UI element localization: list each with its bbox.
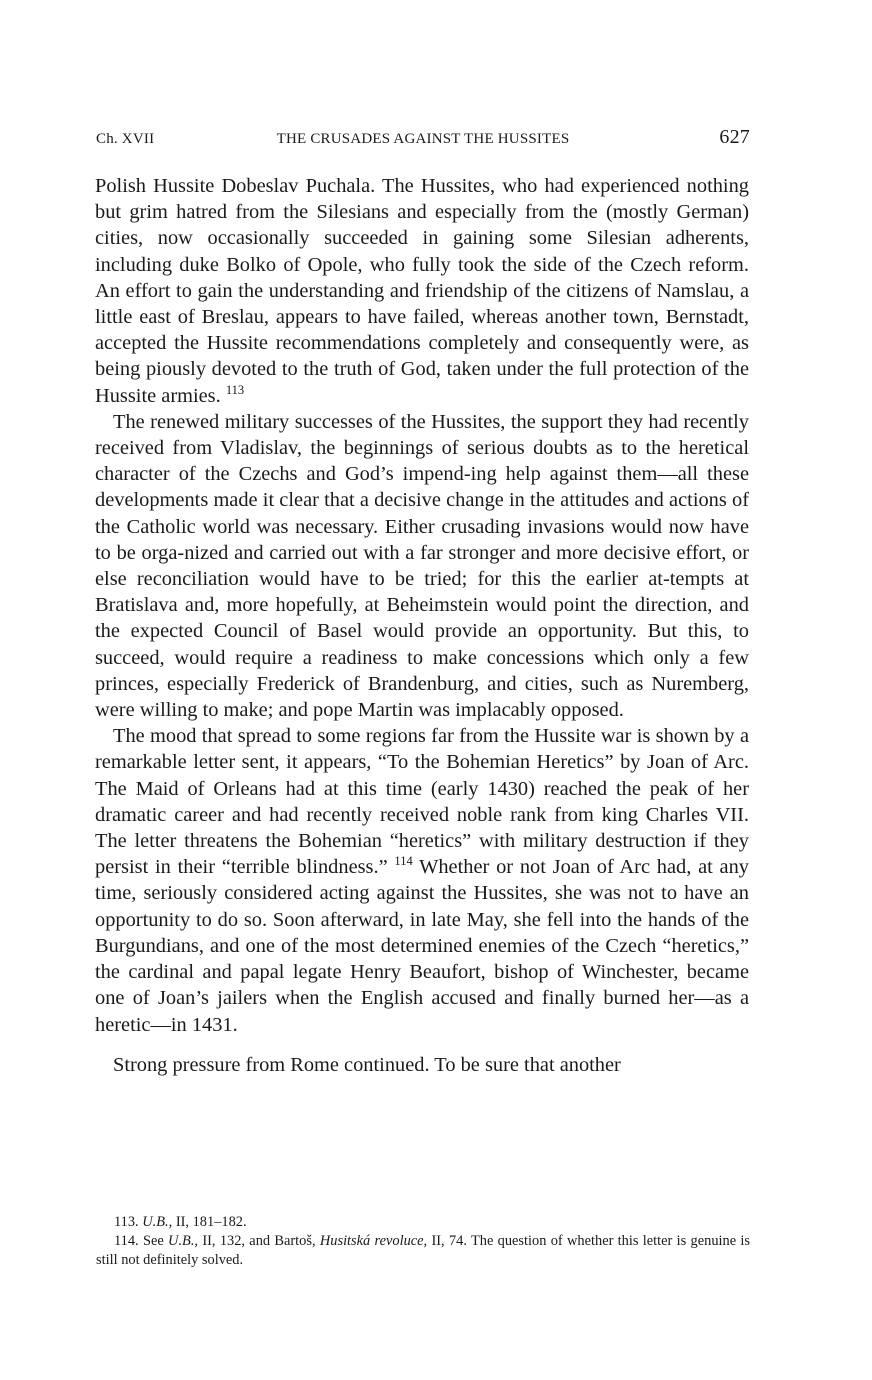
page-number: 627 bbox=[719, 126, 750, 148]
footnote-ref-114: 114 bbox=[394, 854, 413, 869]
paragraph-3-text-start: The mood that spread to some regions far from the Hussite war is shown by a remarkable letter sent, it appears, “To the Bohemian Heretics” by Joan of Arc. The Maid of Orleans had at this time (early 1430) reached the peak of her dramatic career and had recently received noble rank from king Charles VII. The letter threatens the Bohemian “heretics” with military destruction if they persist in their “terrible blindness.” bbox=[95, 725, 749, 879]
footnote-114-rest: II, 74. The question of whether this letter is genuine is still not definitely solved. bbox=[96, 1233, 750, 1268]
paragraph-3 bbox=[95, 723, 749, 1037]
footnote-113-source: U.B., bbox=[142, 1214, 173, 1230]
paragraph-1-text: Polish Hussite Dobeslav Puchala. The Hussites, who had experienced nothing but grim hatred from the Silesians and especially from the (mostly German) cities, now occasionally succeeded in gaining some Silesian adherents, including duke Bolko of Opole, who fully took the side of the Czech reform. An effort to gain the understanding and friendship of the citizens of Namslau, a little east of Breslau, appears to have failed, whereas another town, Bernstadt, accepted the Hussite recommendations completely and consequently were, as being piously devoted to the truth of God, taken under the full protection of the Hussite armies. bbox=[95, 175, 749, 407]
footnote-114-label: 114. See bbox=[114, 1233, 169, 1249]
running-title: THE CRUSADES AGAINST THE HUSSITES bbox=[276, 131, 570, 147]
main-text bbox=[95, 173, 749, 1078]
chapter-label: Ch. XVII bbox=[96, 131, 155, 147]
footnote-ref-113: 113 bbox=[225, 382, 245, 397]
footnote-113-label: 113. bbox=[114, 1214, 143, 1230]
paragraph-2: The renewed military successes of the Hussites, the support they had recently received from Vladislav, the beginnings of serious doubts as to the heretical character of the Czechs and God’s impend-ing help against them—all these developments made it clear that a decisive change in the attitudes and actions of the Catholic world was necessary. Either crusading invasions would now have to be orga-nized and carried out with a far stronger and more decisive effort, or else reconciliation would have to be tried; for this the earlier at-tempts at Bratislava and, more hopefully, at Beheimstein would point the direction, and the expected Council of Basel would provide an opportunity. But this, to succeed, would require a readiness to make concessions which only a few princes, especially Frederick of Brandenburg, and cities, such as Nuremberg, were willing to make; and pope Martin was implacably opposed. bbox=[95, 410, 749, 722]
footnote-114-source: U.B., bbox=[168, 1233, 199, 1249]
footnotes bbox=[96, 1213, 750, 1270]
footnote-114-mid: II, 132, and Bartoš, bbox=[198, 1233, 320, 1249]
footnote-113 bbox=[96, 1213, 750, 1232]
footnote-113-rest: II, 181–182. bbox=[172, 1214, 247, 1230]
paragraph-3-text-end: Whether or not Joan of Arc had, at any time, seriously considered acting against the Hussites, she was not to have an opportunity to do so. Soon afterward, in late May, she fell into the hands of the Burgundians, and one of the most determined enemies of the Czech “heretics,” the cardinal and papal legate Henry Beaufort, bishop of Winchester, became one of Joan’s jailers when the English accused and finally burned her—as a heretic—in 1431. bbox=[95, 856, 749, 1036]
running-header bbox=[96, 127, 750, 153]
paragraph-1 bbox=[95, 173, 749, 409]
paragraph-4: Strong pressure from Rome continued. To be sure that another bbox=[113, 1053, 621, 1076]
footnote-114 bbox=[96, 1232, 750, 1270]
footnote-114-book: Husitská revoluce, bbox=[319, 1233, 428, 1249]
